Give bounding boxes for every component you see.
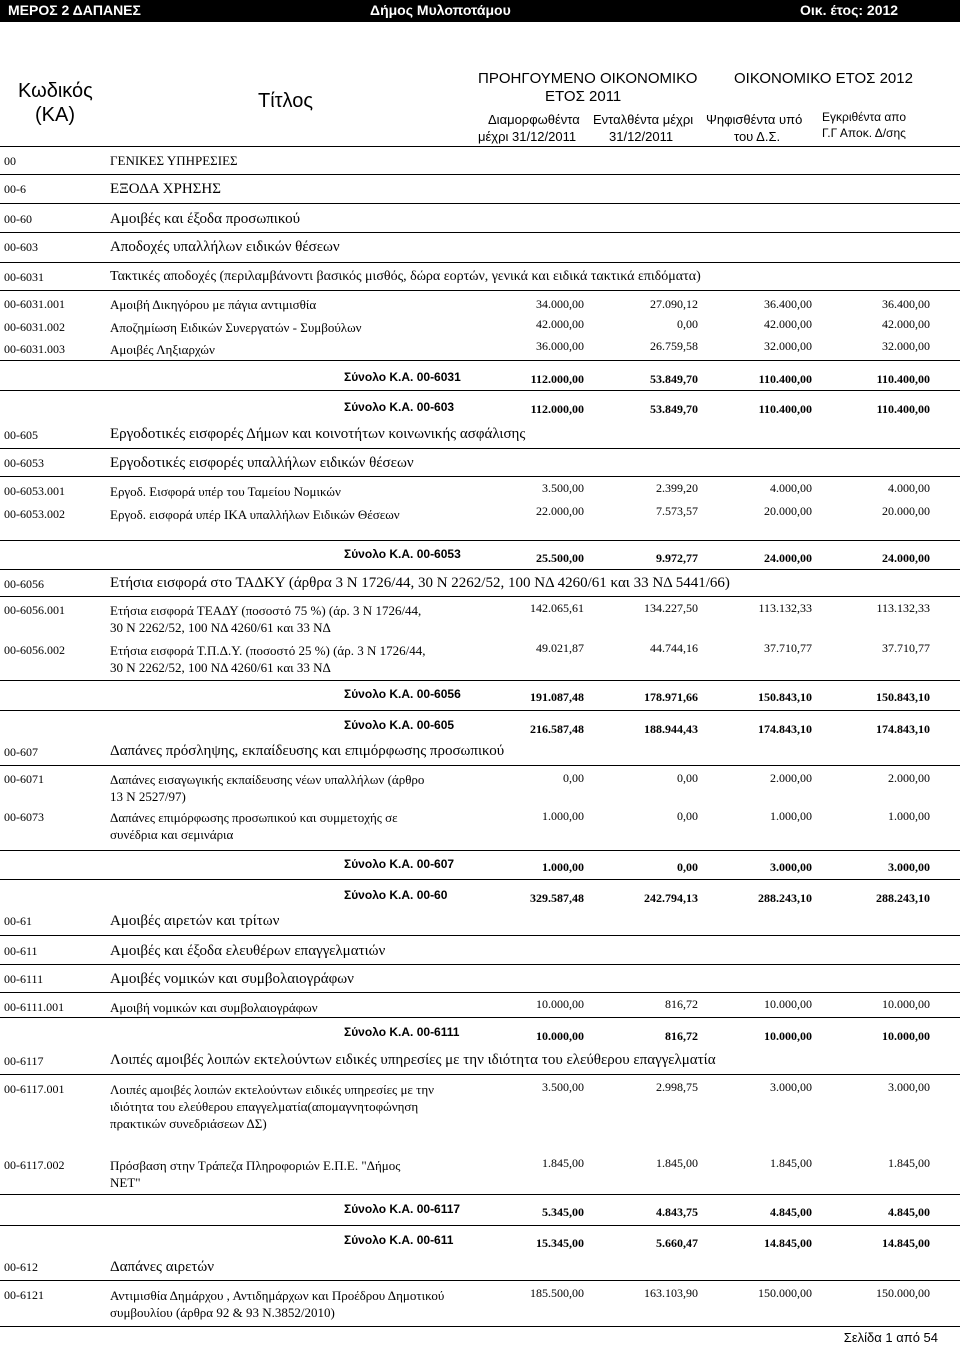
row-divider (0, 476, 960, 477)
ordered-value: 26.759,58 (650, 339, 698, 353)
total-formed: 112.000,00 (530, 402, 584, 416)
total-approved: 3.000,00 (888, 860, 930, 874)
total-ordered: 188.944,43 (644, 722, 698, 736)
formed-value: 142.065,61 (530, 601, 584, 615)
voted-value: 150.000,00 (758, 1286, 812, 1300)
total-voted: 288.243,10 (758, 891, 812, 905)
voted-value: 113.132,33 (758, 601, 812, 615)
row-divider (0, 174, 960, 175)
item-code: 00-6071 (4, 772, 44, 786)
formed-value: 49.021,87 (536, 641, 584, 655)
approved-value: 37.710,77 (882, 641, 930, 655)
formed-value: 36.000,00 (536, 339, 584, 353)
approved-value: 20.000,00 (882, 504, 930, 518)
item-title: Αντιμισθία Δημάρχου , Αντιδημάρχων και Προέδρου Δημοτικού συμβουλίου (άρθρα 92 & 93 Ν.3852/2010) (110, 1288, 445, 1320)
item-code: 00-6031.003 (4, 342, 65, 356)
prev-year-header-sub: ΕΤΟΣ 2011 (545, 88, 622, 105)
row-divider (0, 765, 960, 766)
row-divider (0, 879, 960, 880)
ordered-value: 0,00 (677, 317, 698, 331)
row-divider (0, 232, 960, 233)
heading-title: Δαπάνες αιρετών (110, 1259, 215, 1275)
formed-header: Διαμορφωθέντα (488, 112, 580, 127)
item-code: 00-6073 (4, 810, 44, 824)
total-ordered: 9.972,77 (656, 551, 698, 565)
heading-code: 00-605 (4, 428, 38, 442)
heading-title: Αμοιβές και έξοδα ελευθέρων επαγγελματιών (110, 943, 386, 959)
row-divider (0, 262, 960, 263)
total-approved: 110.400,00 (876, 372, 930, 386)
item-code: 00-6056.002 (4, 643, 65, 657)
total-ordered: 242.794,13 (644, 891, 698, 905)
heading-title: ΕΞΟΔΑ ΧΡΗΣΗΣ (110, 181, 221, 197)
total-voted: 3.000,00 (770, 860, 812, 874)
heading-title: ΓΕΝΙΚΕΣ ΥΠΗΡΕΣΙΕΣ (110, 153, 238, 168)
cur-year-header: ΟΙΚΟΝΟΜΙΚΟ ΕΤΟΣ 2012 (734, 70, 913, 87)
heading-title: Αμοιβές αιρετών και τρίτων (110, 913, 280, 929)
item-title: Αμοιβή νομικών και συμβολαιογράφων (110, 1000, 318, 1015)
heading-code: 00-61 (4, 914, 32, 928)
voted-value: 42.000,00 (764, 317, 812, 331)
total-label: Σύνολο Κ.Α. 00-611 (344, 1233, 454, 1247)
voted-value: 10.000,00 (764, 997, 812, 1011)
ordered-value: 2.399,20 (656, 481, 698, 495)
row-divider (0, 596, 960, 597)
item-title: Εργοδ. εισφορά υπέρ ΙΚΑ υπαλλήλων Ειδικών Θέσεων (110, 507, 400, 522)
total-ordered: 5.660,47 (656, 1236, 698, 1250)
item-code: 00-6111.001 (4, 1000, 65, 1014)
row-divider (0, 935, 960, 936)
total-voted: 174.843,10 (758, 722, 812, 736)
item-code: 00-6031.002 (4, 320, 65, 334)
approved-value: 3.000,00 (888, 1080, 930, 1094)
formed-value: 42.000,00 (536, 317, 584, 331)
item-title: Λοιπές αμοιβές λοιπών εκτελούντων ειδικές υπηρεσίες με την ιδιότητα του ελεύθερου επαγγελματία(απομαγνητοφώνηση πρακτικών συνεδριάσεων ΔΣ) (110, 1082, 435, 1131)
total-approved: 4.845,00 (888, 1205, 930, 1219)
total-formed: 15.345,00 (536, 1236, 584, 1250)
total-approved: 14.845,00 (882, 1236, 930, 1250)
section-label: ΜΕΡΟΣ 2 ΔΑΠΑΝΕΣ (8, 2, 141, 18)
fiscal-year: Οικ. έτος: 2012 (800, 2, 899, 18)
item-title: Ετήσια εισφορά ΤΕΑΔΥ (ποσοστό 75 %) (άρ. 3 Ν 1726/44, 30 Ν 2262/52, 100 ΝΔ 4260/61 και 33 ΝΔ (110, 603, 422, 635)
ordered-value: 816,72 (665, 997, 698, 1011)
voted-value: 4.000,00 (770, 481, 812, 495)
row-divider (0, 1225, 960, 1226)
heading-code: 00-6053 (4, 456, 44, 470)
voted-value: 3.000,00 (770, 1080, 812, 1094)
approved-value: 32.000,00 (882, 339, 930, 353)
ordered-value: 134.227,50 (644, 601, 698, 615)
voted-value: 36.400,00 (764, 297, 812, 311)
total-voted: 110.400,00 (758, 402, 812, 416)
row-divider (0, 1280, 960, 1281)
total-label: Σύνολο Κ.Α. 00-6031 (344, 370, 461, 384)
total-formed: 25.500,00 (536, 551, 584, 565)
total-ordered: 4.843,75 (656, 1205, 698, 1219)
row-divider (0, 1326, 960, 1327)
voted-value: 37.710,77 (764, 641, 812, 655)
item-title: Δαπάνες επιμόρφωσης προσωπικού και συμμετοχής σε συνέδρια και σεμινάρια (110, 810, 398, 842)
page-number: Σελίδα 1 από 54 (843, 1330, 938, 1345)
total-voted: 110.400,00 (758, 372, 812, 386)
heading-code: 00-603 (4, 240, 38, 254)
heading-title: Δαπάνες πρόσληψης, εκπαίδευσης και επιμόρφωσης προσωπικού (110, 743, 505, 759)
approved-value: 42.000,00 (882, 317, 930, 331)
total-voted: 14.845,00 (764, 1236, 812, 1250)
formed-value: 1.000,00 (542, 809, 584, 823)
row-divider (0, 1074, 960, 1075)
item-code: 00-6031.001 (4, 297, 65, 311)
total-label: Σύνολο Κ.Α. 00-6053 (344, 547, 461, 561)
total-label: Σύνολο Κ.Α. 00-607 (344, 857, 455, 871)
item-title: Αμοιβές Ληξιαρχών (110, 342, 215, 357)
page-top-bar (0, 0, 960, 22)
item-code: 00-6117.001 (4, 1082, 65, 1096)
total-voted: 10.000,00 (764, 1029, 812, 1043)
total-voted: 24.000,00 (764, 551, 812, 565)
title-header: Τίτλος (258, 90, 314, 112)
row-divider (0, 390, 960, 391)
code-header-sub: (ΚΑ) (35, 104, 75, 126)
row-divider (0, 992, 960, 993)
total-approved: 24.000,00 (882, 551, 930, 565)
formed-value: 185.500,00 (530, 1286, 584, 1300)
total-ordered: 53.849,70 (650, 402, 698, 416)
row-divider (0, 448, 960, 449)
total-formed: 10.000,00 (536, 1029, 584, 1043)
total-approved: 10.000,00 (882, 1029, 930, 1043)
heading-title: Εργοδοτικές εισφορές Δήμων και κοινοτήτων κοινωνικής ασφάλισης (110, 426, 526, 442)
voted-value: 2.000,00 (770, 771, 812, 785)
item-title: Δαπάνες εισαγωγικής εκπαίδευσης νέων υπαλλήλων (άρθρο 13 Ν 2527/97) (110, 772, 425, 804)
heading-code: 00-60 (4, 212, 32, 226)
row-divider (0, 1194, 960, 1195)
row-divider (0, 680, 960, 681)
ordered-header-sub: 31/12/2011 (609, 129, 674, 144)
item-title: Πρόσβαση στην Τράπεζα Πληροφοριών Ε.Π.Ε. "Δήμος ΝΕΤ" (110, 1158, 401, 1190)
row-divider (0, 964, 960, 965)
approved-header-sub: Γ.Γ Αποκ. Δ/σης (822, 126, 906, 140)
total-formed: 329.587,48 (530, 891, 584, 905)
item-code: 00-6117.002 (4, 1158, 65, 1172)
heading-title: Τακτικές αποδοχές (περιλαμβάνοντι βασικός μισθός, δώρα εορτών, γενικά και ειδικά τακτικά επιδόματα) (110, 269, 701, 284)
row-divider (0, 850, 960, 851)
ordered-value: 163.103,90 (644, 1286, 698, 1300)
item-title: Εργοδ. Εισφορά υπέρ του Ταμείου Νομικών (110, 484, 341, 499)
ordered-value: 0,00 (677, 771, 698, 785)
heading-title: Ετήσια εισφορά στο ΤΑΔΚΥ (άρθρα 3 Ν 1726/44, 30 Ν 2262/52, 100 ΝΔ 4260/61 και 33 ΝΔ 5441/66) (110, 575, 730, 591)
approved-value: 150.000,00 (876, 1286, 930, 1300)
ordered-value: 1.845,00 (656, 1156, 698, 1170)
total-formed: 5.345,00 (542, 1205, 584, 1219)
formed-value: 0,00 (563, 771, 584, 785)
approved-value: 1.000,00 (888, 809, 930, 823)
heading-code: 00-607 (4, 745, 38, 759)
row-divider (0, 203, 960, 204)
formed-value: 3.500,00 (542, 1080, 584, 1094)
row-divider (0, 360, 960, 361)
item-code: 00-6053.002 (4, 507, 65, 521)
heading-title: Αμοιβές και έξοδα προσωπικού (110, 211, 300, 227)
heading-code: 00-6 (4, 182, 26, 196)
total-ordered: 53.849,70 (650, 372, 698, 386)
ordered-header: Ενταλθέντα μέχρι (593, 112, 694, 127)
voted-value: 1.845,00 (770, 1156, 812, 1170)
formed-value: 10.000,00 (536, 997, 584, 1011)
total-approved: 174.843,10 (876, 722, 930, 736)
item-code: 00-6121 (4, 1288, 44, 1302)
approved-value: 113.132,33 (876, 601, 930, 615)
total-label: Σύνολο Κ.Α. 00-6056 (344, 687, 461, 701)
ordered-value: 44.744,16 (650, 641, 698, 655)
total-voted: 4.845,00 (770, 1205, 812, 1219)
ordered-value: 2.998,75 (656, 1080, 698, 1094)
ordered-value: 7.573,57 (656, 504, 698, 518)
code-header: Κωδικός (18, 80, 93, 102)
ordered-value: 27.090,12 (650, 297, 698, 311)
row-divider (0, 290, 960, 291)
approved-value: 2.000,00 (888, 771, 930, 785)
total-label: Σύνολο Κ.Α. 00-6117 (344, 1202, 461, 1216)
heading-code: 00 (4, 154, 16, 168)
formed-value: 22.000,00 (536, 504, 584, 518)
item-code: 00-6053.001 (4, 484, 65, 498)
approved-value: 36.400,00 (882, 297, 930, 311)
item-title: Αποζημίωση Ειδικών Συνεργατών - Συμβούλων (110, 320, 362, 335)
heading-code: 00-6117 (4, 1054, 44, 1068)
total-voted: 150.843,10 (758, 690, 812, 704)
approved-value: 4.000,00 (888, 481, 930, 495)
total-approved: 150.843,10 (876, 690, 930, 704)
municipality-name: Δήμος Μυλοποτάμου (370, 2, 511, 18)
ordered-value: 0,00 (677, 809, 698, 823)
item-title: Αμοιβή Δικηγόρου με πάγια αντιμισθία (110, 297, 317, 312)
formed-value: 1.845,00 (542, 1156, 584, 1170)
total-ordered: 816,72 (665, 1029, 698, 1043)
total-label: Σύνολο Κ.Α. 00-605 (344, 718, 455, 732)
voted-value: 32.000,00 (764, 339, 812, 353)
total-approved: 288.243,10 (876, 891, 930, 905)
total-label: Σύνολο Κ.Α. 00-60 (344, 888, 448, 902)
heading-title: Αμοιβές νομικών και συμβολαιογράφων (110, 971, 354, 987)
total-formed: 191.087,48 (530, 690, 584, 704)
heading-code: 00-6111 (4, 972, 44, 986)
item-code: 00-6056.001 (4, 603, 65, 617)
item-title: Ετήσια εισφορά Τ.Π.Δ.Υ. (ποσοστό 25 %) (άρ. 3 Ν 1726/44, 30 Ν 2262/52, 100 ΝΔ 4260/61 και 33 ΝΔ (110, 643, 426, 675)
row-divider (0, 569, 960, 570)
voted-value: 1.000,00 (770, 809, 812, 823)
total-label: Σύνολο Κ.Α. 00-603 (344, 400, 455, 414)
total-ordered: 178.971,66 (644, 690, 698, 704)
total-label: Σύνολο Κ.Α. 00-6111 (344, 1025, 460, 1039)
voted-header: Ψηφισθέντα υπό (706, 112, 803, 127)
approved-value: 1.845,00 (888, 1156, 930, 1170)
heading-code: 00-6031 (4, 270, 44, 284)
row-divider (0, 710, 960, 711)
voted-value: 20.000,00 (764, 504, 812, 518)
total-approved: 110.400,00 (876, 402, 930, 416)
approved-header: Εγκριθέντα απο (822, 110, 907, 124)
row-divider (0, 1017, 960, 1018)
heading-code: 00-612 (4, 1260, 38, 1274)
heading-title: Αποδοχές υπαλλήλων ειδικών θέσεων (110, 239, 340, 255)
heading-title: Εργοδοτικές εισφορές υπαλλήλων ειδικών θέσεων (110, 455, 414, 471)
voted-header-sub: του Δ.Σ. (734, 129, 781, 144)
heading-title: Λοιπές αμοιβές λοιπών εκτελούντων ειδικές υπηρεσίες με την ιδιότητα του ελεύθερου επαγγελματία (110, 1052, 716, 1068)
total-formed: 216.587,48 (530, 722, 584, 736)
total-formed: 1.000,00 (542, 860, 584, 874)
formed-value: 34.000,00 (536, 297, 584, 311)
heading-code: 00-611 (4, 944, 38, 958)
row-divider (0, 540, 960, 541)
total-formed: 112.000,00 (530, 372, 584, 386)
header-divider (0, 146, 960, 147)
heading-code: 00-6056 (4, 577, 44, 591)
formed-value: 3.500,00 (542, 481, 584, 495)
prev-year-header: ΠΡΟΗΓΟΥΜΕΝΟ ΟΙΚΟΝΟΜΙΚΟ (478, 70, 698, 87)
total-ordered: 0,00 (677, 860, 698, 874)
formed-header-sub: μέχρι 31/12/2011 (478, 129, 577, 144)
approved-value: 10.000,00 (882, 997, 930, 1011)
